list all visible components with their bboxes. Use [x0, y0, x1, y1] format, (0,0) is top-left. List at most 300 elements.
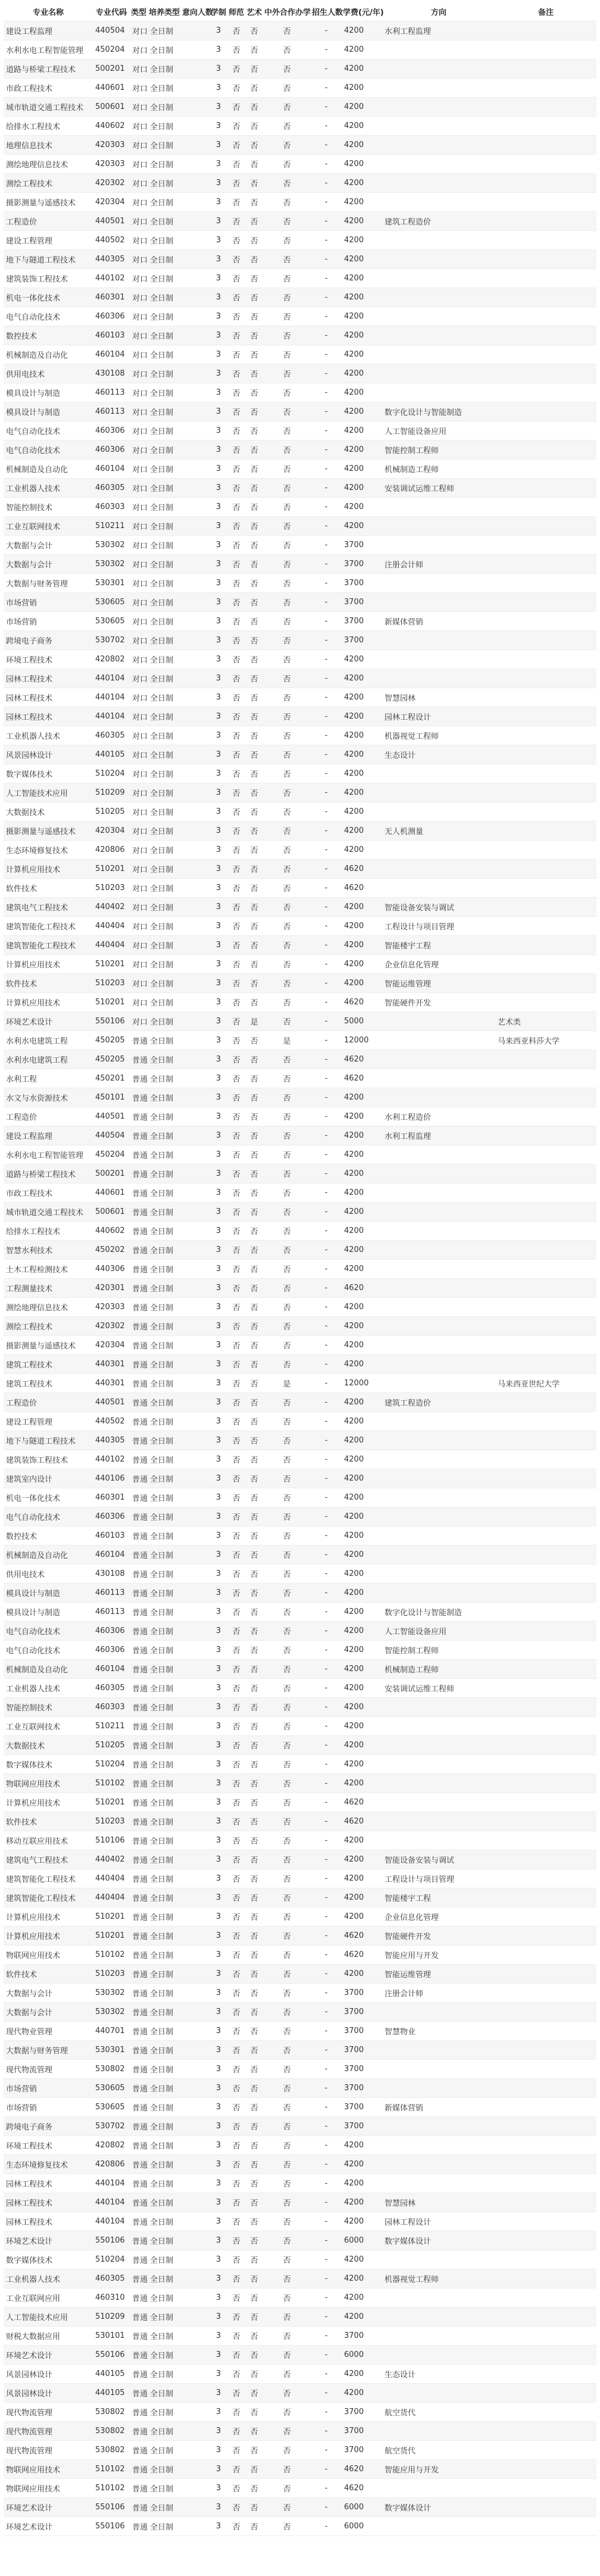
cell-enrollment-count: - — [311, 1736, 342, 1755]
cell-study-mode: 全日制 — [148, 1584, 181, 1603]
cell-intended-count — [181, 269, 210, 288]
cell-major-code: 440601 — [93, 79, 130, 98]
cell-intended-count — [181, 2422, 210, 2441]
cell-direction — [382, 1317, 495, 1336]
cell-remarks — [495, 1050, 596, 1069]
cell-study-mode: 全日制 — [148, 1679, 181, 1698]
cell-major-code: 460306 — [93, 307, 130, 326]
cell-enrollment-count: - — [311, 1679, 342, 1698]
cell-teacher-training: 否 — [227, 1355, 245, 1374]
cell-major-name: 工业机器人技术 — [4, 2269, 93, 2288]
cell-major-code: 440504 — [93, 1126, 130, 1145]
cell-direction — [382, 155, 495, 174]
cell-joint-program: 否 — [263, 21, 311, 40]
cell-major-name: 市政工程技术 — [4, 79, 93, 98]
cell-art: 否 — [245, 1488, 263, 1507]
cell-intended-count — [181, 1507, 210, 1526]
cell-remarks — [495, 441, 596, 460]
cell-study-mode: 全日制 — [148, 2022, 181, 2041]
cell-teacher-training: 否 — [227, 2346, 245, 2365]
cell-enrollment-count: - — [311, 2479, 342, 2498]
cell-admission-type: 普通 — [130, 1831, 148, 1850]
cell-joint-program: 否 — [263, 2479, 311, 2498]
cell-admission-type: 普通 — [130, 1507, 148, 1526]
cell-enrollment-count: - — [311, 1317, 342, 1336]
cell-teacher-training: 否 — [227, 1374, 245, 1393]
cell-remarks — [495, 841, 596, 860]
cell-teacher-training: 否 — [227, 1050, 245, 1069]
cell-art: 否 — [245, 1888, 263, 1907]
cell-direction — [382, 1812, 495, 1831]
cell-intended-count — [181, 326, 210, 345]
cell-direction: 工程设计与项目管理 — [382, 1869, 495, 1888]
cell-direction — [382, 1469, 495, 1488]
cell-tuition: 4200 — [342, 1584, 382, 1603]
cell-study-mode: 全日制 — [148, 1241, 181, 1260]
cell-direction: 智能设备安装与调试 — [382, 898, 495, 917]
cell-major-code: 450205 — [93, 1050, 130, 1069]
cell-tuition: 3700 — [342, 2403, 382, 2422]
cell-joint-program: 否 — [263, 2308, 311, 2327]
cell-joint-program: 否 — [263, 803, 311, 822]
cell-duration: 3 — [210, 1869, 227, 1888]
cell-art: 否 — [245, 1241, 263, 1260]
cell-tuition: 3700 — [342, 2117, 382, 2136]
cell-major-name: 大数据与会计 — [4, 536, 93, 555]
cell-art: 否 — [245, 21, 263, 40]
cell-major-name: 建设工程管理 — [4, 1412, 93, 1431]
cell-duration: 3 — [210, 1755, 227, 1774]
cell-teacher-training: 否 — [227, 1069, 245, 1088]
table-row — [4, 212, 596, 231]
cell-joint-program: 否 — [263, 841, 311, 860]
table-row — [4, 1946, 596, 1965]
cell-direction: 航空货代 — [382, 2403, 495, 2422]
cell-direction: 机械制造工程师 — [382, 1660, 495, 1679]
cell-joint-program: 否 — [263, 631, 311, 650]
cell-art: 否 — [245, 1850, 263, 1869]
cell-remarks: 马来西亚世纪大学 — [495, 1374, 596, 1393]
cell-major-code: 530101 — [93, 2327, 130, 2346]
cell-major-name: 工程测量技术 — [4, 1279, 93, 1298]
cell-enrollment-count: - — [311, 479, 342, 498]
cell-joint-program: 否 — [263, 1793, 311, 1812]
cell-teacher-training: 否 — [227, 1755, 245, 1774]
cell-major-code: 510106 — [93, 1831, 130, 1850]
cell-major-code: 530302 — [93, 2003, 130, 2022]
cell-study-mode: 全日制 — [148, 1203, 181, 1222]
cell-remarks — [495, 1660, 596, 1679]
cell-remarks — [495, 2212, 596, 2231]
cell-admission-type: 对口 — [130, 98, 148, 117]
cell-remarks — [495, 1393, 596, 1412]
cell-art: 否 — [245, 402, 263, 421]
cell-art: 否 — [245, 1069, 263, 1088]
table-row — [4, 1526, 596, 1545]
cell-admission-type: 对口 — [130, 212, 148, 231]
table-row — [4, 1222, 596, 1241]
cell-enrollment-count: - — [311, 2003, 342, 2022]
cell-enrollment-count: - — [311, 2155, 342, 2174]
cell-teacher-training: 否 — [227, 117, 245, 136]
cell-remarks — [495, 1831, 596, 1850]
cell-art: 否 — [245, 1184, 263, 1203]
cell-teacher-training: 否 — [227, 1184, 245, 1203]
cell-joint-program: 否 — [263, 1412, 311, 1431]
cell-intended-count — [181, 1907, 210, 1926]
cell-major-name: 建筑装饰工程技术 — [4, 1450, 93, 1469]
cell-major-name: 市场营销 — [4, 2079, 93, 2098]
cell-study-mode: 全日制 — [148, 1793, 181, 1812]
cell-art: 否 — [245, 1088, 263, 1107]
table-row — [4, 2041, 596, 2060]
cell-teacher-training: 否 — [227, 1907, 245, 1926]
cell-teacher-training: 否 — [227, 1793, 245, 1812]
cell-remarks — [495, 1545, 596, 1565]
cell-duration: 3 — [210, 2022, 227, 2041]
cell-enrollment-count: - — [311, 898, 342, 917]
cell-tuition: 4200 — [342, 2174, 382, 2193]
cell-study-mode: 全日制 — [148, 1545, 181, 1565]
cell-remarks — [495, 1317, 596, 1336]
cell-direction — [382, 193, 495, 212]
cell-major-name: 水利水电建筑工程 — [4, 1050, 93, 1069]
cell-art: 否 — [245, 2288, 263, 2308]
table-row — [4, 1812, 596, 1831]
cell-major-name: 摄影测量与遥感技术 — [4, 822, 93, 841]
cell-intended-count — [181, 536, 210, 555]
cell-tuition: 6000 — [342, 2231, 382, 2250]
cell-remarks — [495, 1698, 596, 1717]
cell-study-mode: 全日制 — [148, 1069, 181, 1088]
cell-admission-type: 普通 — [130, 2041, 148, 2060]
cell-major-code: 460305 — [93, 726, 130, 745]
cell-enrollment-count: - — [311, 402, 342, 421]
cell-direction — [382, 2079, 495, 2098]
table-row — [4, 1565, 596, 1584]
cell-admission-type: 对口 — [130, 879, 148, 898]
cell-major-code: 460306 — [93, 1641, 130, 1660]
cell-study-mode: 全日制 — [148, 1088, 181, 1107]
cell-admission-type: 对口 — [130, 479, 148, 498]
cell-major-name: 智能控制技术 — [4, 498, 93, 517]
cell-study-mode: 全日制 — [148, 2003, 181, 2022]
cell-tuition: 4200 — [342, 21, 382, 40]
cell-tuition: 4200 — [342, 79, 382, 98]
cell-joint-program: 否 — [263, 1050, 311, 1069]
cell-teacher-training: 否 — [227, 764, 245, 783]
cell-joint-program: 否 — [263, 2460, 311, 2479]
cell-tuition: 4200 — [342, 517, 382, 536]
cell-art: 否 — [245, 421, 263, 441]
cell-direction: 水利工程监理 — [382, 1126, 495, 1145]
cell-enrollment-count: - — [311, 212, 342, 231]
cell-joint-program: 否 — [263, 1164, 311, 1184]
cell-remarks — [495, 2441, 596, 2460]
cell-tuition: 3700 — [342, 2422, 382, 2441]
cell-admission-type: 普通 — [130, 1946, 148, 1965]
cell-intended-count — [181, 1050, 210, 1069]
cell-joint-program: 否 — [263, 60, 311, 79]
cell-joint-program: 否 — [263, 2422, 311, 2441]
cell-intended-count — [181, 345, 210, 364]
cell-art: 否 — [245, 364, 263, 383]
cell-major-name: 机械制造及自动化 — [4, 460, 93, 479]
cell-remarks — [495, 2193, 596, 2212]
cell-major-code: 440104 — [93, 2212, 130, 2231]
header-enrollment-count: 招生人数 — [311, 2, 342, 21]
cell-teacher-training: 否 — [227, 2308, 245, 2327]
cell-duration: 3 — [210, 879, 227, 898]
cell-remarks — [495, 307, 596, 326]
cell-study-mode: 全日制 — [148, 2479, 181, 2498]
cell-tuition: 4200 — [342, 2288, 382, 2308]
table-row — [4, 2498, 596, 2517]
cell-joint-program: 否 — [263, 2212, 311, 2231]
cell-joint-program: 否 — [263, 707, 311, 726]
cell-major-name: 供用电技术 — [4, 1565, 93, 1584]
cell-major-code: 500201 — [93, 60, 130, 79]
cell-admission-type: 普通 — [130, 1984, 148, 2003]
cell-major-name: 风景园林设计 — [4, 2384, 93, 2403]
cell-duration: 3 — [210, 2479, 227, 2498]
cell-art: 否 — [245, 231, 263, 250]
table-row — [4, 421, 596, 441]
cell-major-name: 环境工程技术 — [4, 2136, 93, 2155]
cell-duration: 3 — [210, 745, 227, 764]
cell-direction — [382, 1355, 495, 1374]
cell-remarks — [495, 1812, 596, 1831]
cell-joint-program: 否 — [263, 764, 311, 783]
cell-duration: 3 — [210, 783, 227, 803]
cell-enrollment-count: - — [311, 1050, 342, 1069]
cell-tuition: 4200 — [342, 822, 382, 841]
cell-teacher-training: 否 — [227, 517, 245, 536]
cell-remarks — [495, 555, 596, 574]
table-row — [4, 2460, 596, 2479]
cell-teacher-training: 否 — [227, 98, 245, 117]
cell-admission-type: 对口 — [130, 193, 148, 212]
cell-study-mode: 全日制 — [148, 974, 181, 993]
cell-major-code: 460306 — [93, 441, 130, 460]
cell-remarks — [495, 860, 596, 879]
cell-enrollment-count: - — [311, 79, 342, 98]
table-row — [4, 21, 596, 40]
cell-art: 否 — [245, 593, 263, 612]
cell-study-mode: 全日制 — [148, 2193, 181, 2212]
cell-teacher-training: 否 — [227, 21, 245, 40]
cell-direction — [382, 79, 495, 98]
cell-duration: 3 — [210, 574, 227, 593]
cell-direction — [382, 1184, 495, 1203]
cell-art: 否 — [245, 1393, 263, 1412]
cell-intended-count — [181, 917, 210, 936]
cell-direction — [382, 1526, 495, 1545]
cell-admission-type: 普通 — [130, 2403, 148, 2422]
cell-art: 否 — [245, 441, 263, 460]
cell-art: 否 — [245, 1203, 263, 1222]
cell-intended-count — [181, 612, 210, 631]
cell-joint-program: 否 — [263, 688, 311, 707]
cell-admission-type: 普通 — [130, 2517, 148, 2536]
cell-remarks — [495, 1869, 596, 1888]
cell-direction — [382, 1241, 495, 1260]
table-row — [4, 460, 596, 479]
cell-teacher-training: 否 — [227, 250, 245, 269]
cell-tuition: 4200 — [342, 345, 382, 364]
cell-intended-count — [181, 460, 210, 479]
cell-admission-type: 对口 — [130, 250, 148, 269]
cell-admission-type: 普通 — [130, 1164, 148, 1184]
cell-remarks — [495, 2422, 596, 2441]
cell-major-name: 电气自动化技术 — [4, 307, 93, 326]
cell-study-mode: 全日制 — [148, 326, 181, 345]
cell-admission-type: 普通 — [130, 1050, 148, 1069]
cell-intended-count — [181, 745, 210, 764]
cell-teacher-training: 否 — [227, 2250, 245, 2269]
table-row — [4, 2384, 596, 2403]
cell-joint-program: 否 — [263, 555, 311, 574]
cell-major-name: 现代物业管理 — [4, 2022, 93, 2041]
cell-direction — [382, 1431, 495, 1450]
cell-major-code: 510203 — [93, 879, 130, 898]
cell-enrollment-count: - — [311, 822, 342, 841]
cell-major-code: 460301 — [93, 1488, 130, 1507]
cell-intended-count — [181, 2479, 210, 2498]
cell-admission-type: 普通 — [130, 1069, 148, 1088]
cell-major-name: 测绘工程技术 — [4, 1317, 93, 1336]
cell-remarks — [495, 1584, 596, 1603]
cell-remarks — [495, 707, 596, 726]
table-row — [4, 612, 596, 631]
cell-intended-count — [181, 669, 210, 688]
cell-tuition: 4200 — [342, 1222, 382, 1241]
cell-major-name: 市场营销 — [4, 593, 93, 612]
cell-teacher-training: 否 — [227, 993, 245, 1012]
cell-major-code: 530301 — [93, 2041, 130, 2060]
cell-tuition: 4620 — [342, 860, 382, 879]
cell-study-mode: 全日制 — [148, 2117, 181, 2136]
cell-major-name: 大数据与会计 — [4, 1984, 93, 2003]
cell-teacher-training: 否 — [227, 79, 245, 98]
table-row — [4, 2479, 596, 2498]
cell-joint-program: 否 — [263, 1888, 311, 1907]
cell-teacher-training: 否 — [227, 1698, 245, 1717]
cell-duration: 3 — [210, 1965, 227, 1984]
cell-study-mode: 全日制 — [148, 1031, 181, 1050]
cell-art: 否 — [245, 250, 263, 269]
cell-direction: 无人机测量 — [382, 822, 495, 841]
cell-major-code: 460103 — [93, 1526, 130, 1545]
cell-tuition: 4200 — [342, 136, 382, 155]
cell-intended-count — [181, 2193, 210, 2212]
cell-teacher-training: 否 — [227, 917, 245, 936]
cell-direction — [382, 1717, 495, 1736]
cell-art: 否 — [245, 1050, 263, 1069]
cell-intended-count — [181, 155, 210, 174]
cell-major-code: 530802 — [93, 2403, 130, 2422]
cell-intended-count — [181, 21, 210, 40]
cell-art: 否 — [245, 517, 263, 536]
cell-remarks — [495, 1222, 596, 1241]
table-row — [4, 1926, 596, 1946]
cell-admission-type: 对口 — [130, 155, 148, 174]
cell-major-name: 测绘工程技术 — [4, 174, 93, 193]
cell-remarks — [495, 1107, 596, 1126]
cell-major-code: 530302 — [93, 555, 130, 574]
cell-teacher-training: 否 — [227, 1260, 245, 1279]
table-row — [4, 2308, 596, 2327]
table-row — [4, 441, 596, 460]
cell-intended-count — [181, 2041, 210, 2060]
cell-tuition: 4200 — [342, 383, 382, 402]
cell-duration: 3 — [210, 2308, 227, 2327]
cell-direction — [382, 1565, 495, 1584]
cell-enrollment-count: - — [311, 1164, 342, 1184]
cell-duration: 3 — [210, 955, 227, 974]
cell-major-name: 工业机器人技术 — [4, 479, 93, 498]
cell-direction — [382, 1222, 495, 1241]
cell-intended-count — [181, 136, 210, 155]
cell-major-code: 530702 — [93, 2117, 130, 2136]
cell-remarks — [495, 345, 596, 364]
cell-enrollment-count: - — [311, 1926, 342, 1946]
cell-enrollment-count: - — [311, 345, 342, 364]
cell-duration: 3 — [210, 1107, 227, 1126]
cell-remarks — [495, 402, 596, 421]
table-row — [4, 517, 596, 536]
cell-major-code: 460104 — [93, 345, 130, 364]
cell-teacher-training: 否 — [227, 2288, 245, 2308]
cell-tuition: 4200 — [342, 1336, 382, 1355]
cell-major-code: 460306 — [93, 1507, 130, 1526]
cell-duration: 3 — [210, 688, 227, 707]
cell-admission-type: 对口 — [130, 364, 148, 383]
table-row — [4, 1888, 596, 1907]
cell-teacher-training: 否 — [227, 2155, 245, 2174]
cell-direction — [382, 2003, 495, 2022]
cell-remarks — [495, 517, 596, 536]
cell-art: 否 — [245, 1526, 263, 1545]
cell-joint-program: 否 — [263, 1755, 311, 1774]
cell-joint-program: 否 — [263, 2174, 311, 2193]
cell-study-mode: 全日制 — [148, 1603, 181, 1622]
table-row — [4, 1069, 596, 1088]
cell-art: 否 — [245, 155, 263, 174]
cell-study-mode: 全日制 — [148, 1164, 181, 1184]
cell-teacher-training: 否 — [227, 841, 245, 860]
table-row — [4, 2422, 596, 2441]
cell-intended-count — [181, 1431, 210, 1450]
table-row — [4, 2346, 596, 2365]
cell-study-mode: 全日制 — [148, 860, 181, 879]
cell-remarks — [495, 536, 596, 555]
cell-teacher-training: 否 — [227, 1298, 245, 1317]
cell-teacher-training: 否 — [227, 1565, 245, 1584]
table-row — [4, 174, 596, 193]
cell-duration: 3 — [210, 974, 227, 993]
cell-enrollment-count: - — [311, 2288, 342, 2308]
cell-major-code: 440502 — [93, 1412, 130, 1431]
cell-enrollment-count: - — [311, 174, 342, 193]
cell-remarks — [495, 612, 596, 631]
cell-teacher-training: 否 — [227, 2422, 245, 2441]
cell-admission-type: 对口 — [130, 555, 148, 574]
cell-study-mode: 全日制 — [148, 2269, 181, 2288]
cell-intended-count — [181, 250, 210, 269]
cell-tuition: 4200 — [342, 441, 382, 460]
cell-major-name: 环境工程技术 — [4, 650, 93, 669]
